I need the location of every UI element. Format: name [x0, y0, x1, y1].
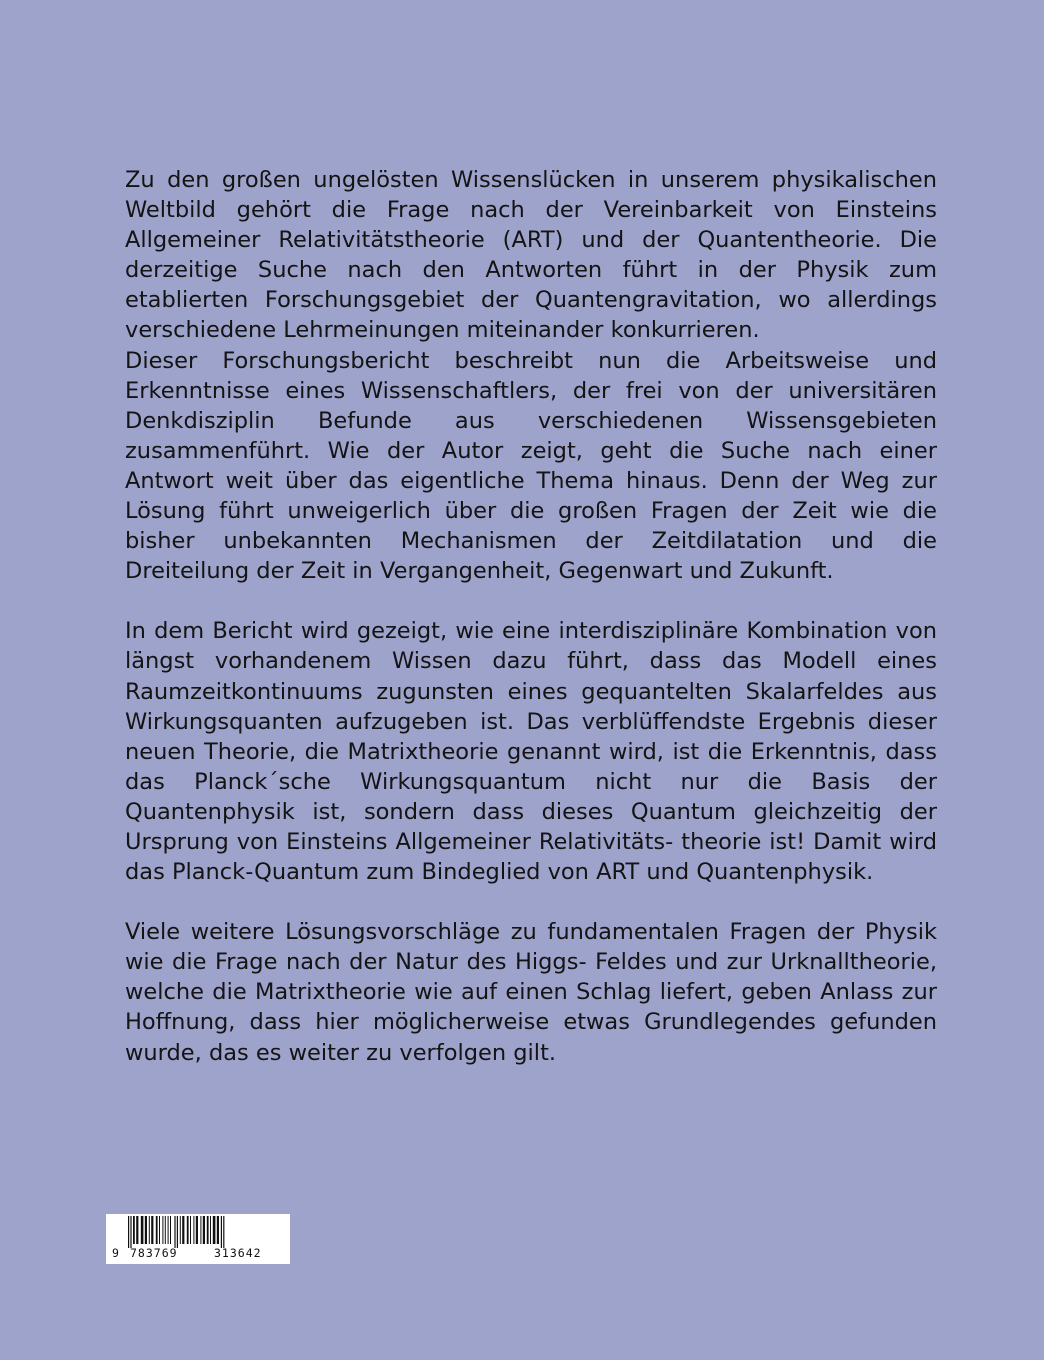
barcode-bar: [149, 1216, 150, 1244]
barcode-bar: [190, 1216, 191, 1244]
barcode-bar: [196, 1216, 198, 1244]
barcode-bar: [170, 1216, 171, 1244]
barcode-bar: [168, 1216, 169, 1244]
barcode-bars: [106, 1214, 290, 1248]
barcode-bar: [130, 1216, 131, 1248]
barcode-bar: [223, 1216, 224, 1248]
barcode-bar: [187, 1216, 189, 1244]
barcode-bar: [207, 1216, 209, 1244]
blurb-paragraph-1: Zu den großen ungelösten Wissenslücken in unserem physikalischen Weltbild gehört die Frage nach der Vereinbarkeit von Einsteins Allgemeiner Relativitätstheorie (ART) und der Quantentheorie. Die derzeitige Suche nach den Antworten führt in der Physik zum etablierten Forschungsgebiet der Quantengravitation, wo allerdings verschiedene Lehrmeinungen miteinander konkurrieren.: [125, 167, 937, 344]
barcode-bar: [217, 1216, 219, 1244]
barcode-bar: [156, 1216, 158, 1244]
back-cover-blurb: [125, 165, 937, 1068]
barcode-bar: [136, 1216, 138, 1244]
barcode-bar: [159, 1216, 160, 1244]
barcode-bar: [165, 1216, 166, 1244]
barcode-left-digits: 783769: [130, 1246, 178, 1260]
barcode-right-digits: 313642: [214, 1246, 262, 1260]
barcode-bar: [128, 1216, 129, 1248]
barcode-bar: [133, 1216, 135, 1244]
barcode-bar: [145, 1216, 147, 1244]
barcode-bar: [203, 1216, 205, 1244]
barcode-bar: [180, 1216, 181, 1244]
barcode-bar: [141, 1216, 144, 1244]
barcode-bar: [177, 1216, 178, 1248]
barcode-lead-digit: 9: [112, 1246, 120, 1260]
blurb-paragraph-3: In dem Bericht wird gezeigt, wie eine interdisziplinäre Kombination von längst vorhandenem Wissen dazu führt, dass das Modell eines Raumzeitkontinuums zugunsten eines gequantelten Skalarfeldes aus Wirkungsquanten aufzugeben ist. Das verblüffendste Ergebnis dieser neuen Theorie, die Matrixtheorie genannt wird, ist die Erkenntnis, dass das Planck´sche Wirkungsquantum nicht nur die Basis der Quantenphysik ist, sondern dass dieses Quantum gleichzeitig der Ursprung von Einsteins Allgemeiner Relativitäts- theorie ist! Damit wird das Planck-Quantum zum Bindeglied von ART und Quantenphysik.: [125, 618, 937, 886]
barcode-bar: [213, 1216, 216, 1244]
barcode-bar: [162, 1216, 163, 1244]
isbn-barcode: [106, 1214, 290, 1264]
barcode-bar: [174, 1216, 175, 1248]
barcode-bar: [182, 1216, 184, 1244]
barcode-bar: [193, 1216, 194, 1244]
barcode-bar: [210, 1216, 211, 1244]
barcode-bar: [200, 1216, 201, 1244]
barcode-bar: [151, 1216, 153, 1244]
blurb-paragraph-2: Dieser Forschungsbericht beschreibt nun die Arbeitsweise und Erkenntnisse eines Wissenschaftlers, der frei von der universitären Denkdisziplin Befunde aus verschiedenen Wissensgebieten zusammenführt. Wie der Autor zeigt, geht die Suche nach einer Antwort weit über das eigentliche Thema hinaus. Denn der Weg zur Lösung führt unweigerlich über die großen Fragen der Zeit wie die bisher unbekannten Mechanismen der Zeitdilatation und die Dreiteilung der Zeit in Vergangenheit, Gegenwart und Zukunft.: [125, 347, 937, 585]
barcode-bar: [221, 1216, 222, 1248]
blurb-paragraph-4: Viele weitere Lösungsvorschläge zu fundamentalen Fragen der Physik wie die Frage nach der Natur des Higgs- Feldes und zur Urknalltheorie, welche die Matrixtheorie wie auf einen Schlag liefert, geben Anlass zur Hoffnung, dass hier möglicherweise etwas Grundlegendes gefunden wurde, das es weiter zu verfolgen gilt.: [125, 919, 937, 1066]
